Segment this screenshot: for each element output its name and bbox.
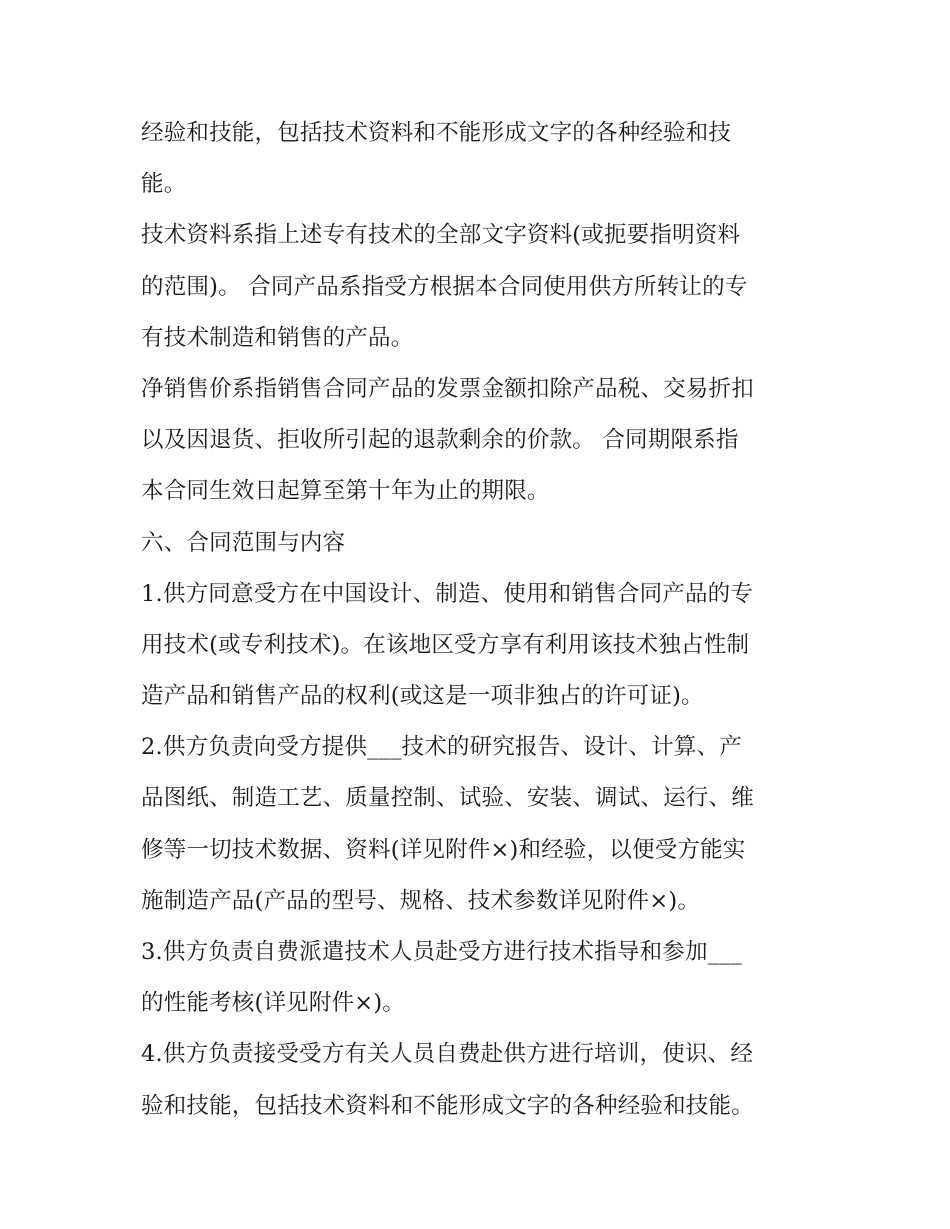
text-line: 4.供方负责接受受方有关人员自费赴供方进行培训，使识、经 (141, 1041, 754, 1068)
text-line: 1.供方同意受方在中国设计、制造、使用和销售合同产品的专 (141, 580, 754, 607)
text-line: 的范围)。 合同产品系指受方根据本合同使用供方所转让的专 (141, 273, 748, 300)
text-line: 净销售价系指销售合同产品的发票金额扣除产品税、交易折扣 (141, 375, 754, 402)
text-line: 能。 (141, 171, 187, 198)
section-heading: 六、合同范围与内容 (141, 529, 346, 556)
document-body (141, 108, 821, 1132)
text-line: 经验和技能，包括技术资料和不能形成文字的各种经验和技 (141, 120, 732, 146)
text-line: 的性能考核(详见附件×)。 (141, 990, 406, 1017)
text-line: 验和技能，包括技术资料和不能形成文字的各种经验和技能。 (141, 1092, 754, 1119)
text-line: 以及因退货、拒收所引起的退款剩余的价款。 合同期限系指 (141, 427, 739, 454)
text-line: 本合同生效日起算至第十年为止的期限。 (141, 478, 550, 505)
text-line: 有技术制造和销售的产品。 (141, 324, 414, 351)
text-line: 施制造产品(产品的型号、规格、技术参数详见附件×)。 (141, 887, 701, 914)
text-line: 品图纸、制造工艺、质量控制、试验、安装、调试、运行、维 (141, 785, 754, 812)
text-line: 用技术(或专利技术)。在该地区受方享有利用该技术独占性制 (141, 631, 750, 658)
text-line: 造产品和销售产品的权利(或这是一项非独占的许可证)。 (141, 683, 704, 710)
text-line: 2.供方负责向受方提供___技术的研究报告、设计、计算、产 (141, 734, 743, 761)
text-line: 3.供方负责自费派遣技术人员赴受方进行技术指导和参加___ (141, 939, 743, 965)
text-line: 技术资料系指上述专有技术的全部文字资料(或扼要指明资料 (141, 222, 741, 249)
text-line: 修等一切技术数据、资料(详见附件×)和经验，以便受方能实 (141, 836, 746, 863)
